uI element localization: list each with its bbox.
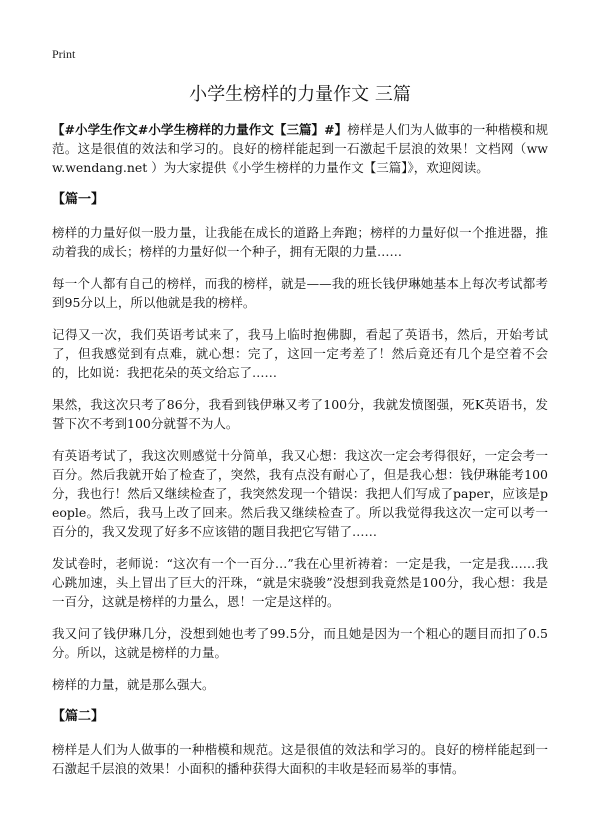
intro-paragraph bbox=[52, 120, 548, 177]
intro-tag: 【#小学生作文#小学生榜样的力量作文【三篇】#】 bbox=[52, 122, 348, 137]
paragraph: 每一个人都有自己的榜样，而我的榜样，就是——我的班长钱伊琳她基本上每次考试都考到95分以上，所以他就是我的榜样。 bbox=[52, 276, 548, 310]
paragraph: 榜样是人们为人做事的一种楷模和规范。这是很值的效法和学习的。良好的榜样能起到一石激起千层浪的效果！小面积的播种获得大面积的丰收是轻而易举的事情。 bbox=[52, 742, 548, 776]
document-title: 小学生榜样的力量作文 三篇 bbox=[189, 84, 411, 105]
paragraph: 果然，我这次只考了86分，我看到钱伊琳又考了100分，我就发愤图强，死K英语书，发誓下次不考到100分就誓不为人。 bbox=[52, 397, 548, 431]
intro-text: 榜样是人们为人做事的一种楷模和规范。这是很值的效法和学习的。良好的榜样能起到一石激起千层浪的效果！文档网（www.wendang.net ）为大家提供《小学生榜样的力量作文【三篇】》，欢迎阅读。 bbox=[52, 122, 548, 175]
paragraph: 榜样的力量好似一股力量，让我能在成长的道路上奔跑；榜样的力量好似一个推进器，推动着我的成长；榜样的力量好似一个种子，拥有无限的力量…… bbox=[52, 225, 548, 259]
document-body bbox=[52, 120, 548, 791]
print-link[interactable]: Print bbox=[52, 47, 76, 61]
paragraph: 榜样的力量，就是那么强大。 bbox=[52, 677, 215, 692]
paragraph: 我又问了钱伊琳几分，没想到她也考了99.5分，而且她是因为一个粗心的题目而扣了0.5分。所以，这就是榜样的力量。 bbox=[52, 626, 548, 660]
paragraph: 有英语考试了，我这次则感觉十分简单，我又心想：我这次一定会考得很好，一定会考一百分。然后我就开始了检查了，突然，我有点没有耐心了，但是我心想：钱伊琳能考100分，我也行！然后又继续检查了，我突然发现一个错误：我把人们写成了paper，应该是people。然后，我马上改了回来。然后我又继续检查了。所以我觉得我这次一定可以考一百分的，我又发现了好多不应该错的题目我把它写错了…… bbox=[52, 448, 548, 539]
paragraph: 记得又一次，我们英语考试来了，我马上临时抱佛脚，看起了英语书，然后，开始考试了，但我感觉到有点难，就心想：完了，这回一定考差了！然后竟还有几个是空着不会的，比如说：我把花朵的英文给忘了…… bbox=[52, 327, 548, 380]
section-heading-1: 【篇一】 bbox=[52, 192, 105, 207]
paragraph: 发试卷时，老师说：“这次有一个一百分…”我在心里祈祷着：一定是我，一定是我……我心跳加速，头上冒出了巨大的汗珠，“就是宋骁骏”没想到我竟然是100分，我心想：我是一百分，这就是榜样的力量么，恩！一定是这样的。 bbox=[52, 556, 548, 609]
section-heading-2: 【篇二】 bbox=[52, 709, 105, 724]
